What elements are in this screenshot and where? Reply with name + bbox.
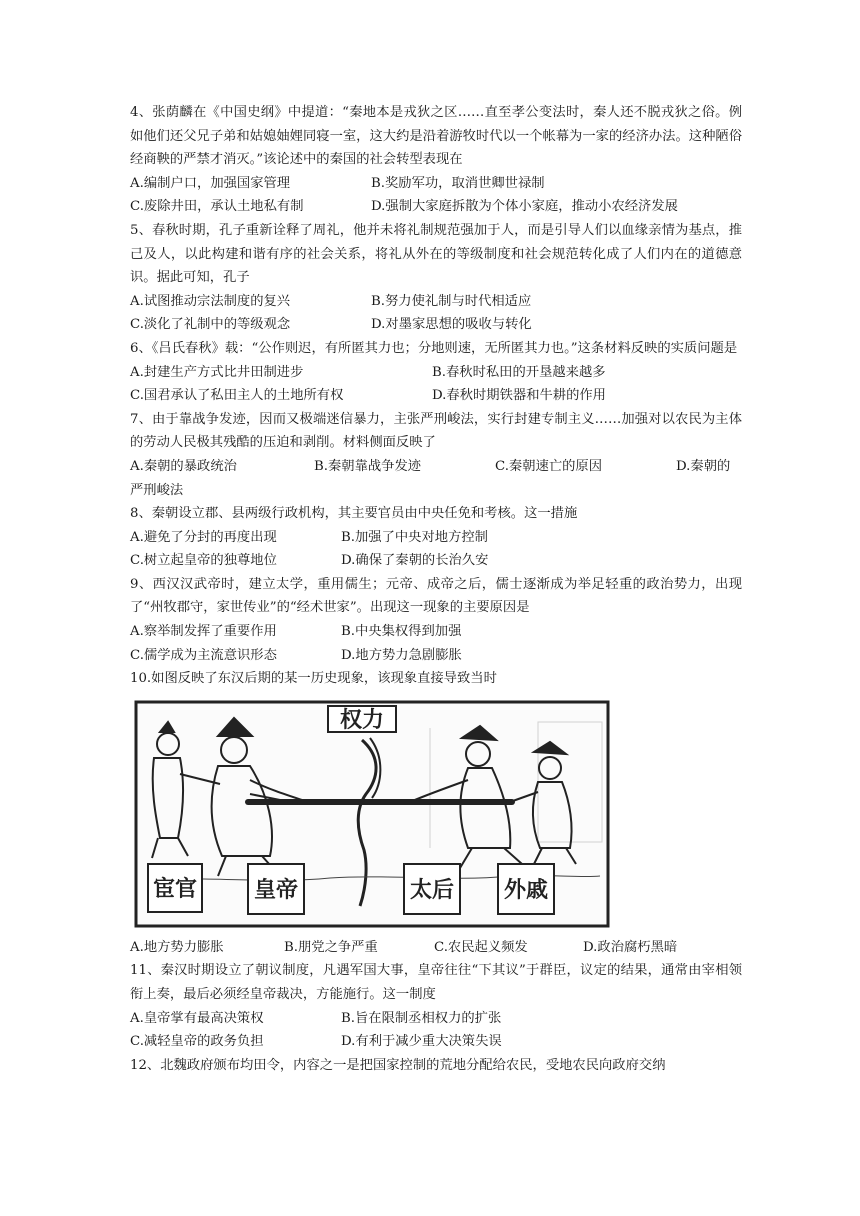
banner-text: 权力 [339,706,385,733]
question-12 [130,1054,742,1078]
option-a[interactable]: A.地方势力膨胀 [130,939,224,955]
question-10 [130,667,742,959]
question-5 [130,219,742,337]
option-row [130,644,742,668]
cartoon-figure [130,698,620,930]
option-c[interactable]: C.国君承认了私田主人的土地所有权 [130,388,344,404]
power-struggle-cartoon [130,698,620,930]
question-stem: 8、秦朝设立郡、县两级行政机构，其主要官员由中央任免和考核。这一措施 [130,506,578,522]
option-a[interactable]: A.封建生产方式比井田制进步 [130,364,304,380]
question-stem: 4、张荫麟在《中国史纲》中提道：“秦地本是戎狄之区……直至孝公变法时，秦人还不脱戎狄之俗。例如他们还父兄子弟和姑媳妯娌同寝一室，这大约是沿着游牧时代以一个帐幕为一家的经济办法。这种陋俗经商鞅的严禁才消灭。”该论述中的秦国的社会转型表现在 [130,105,742,168]
option-d[interactable]: D.强制大家庭拆散为个体小家庭，推动小农经济发展 [371,199,678,215]
option-row [130,1030,742,1054]
option-b[interactable]: B.春秋时私田的开垦越来越多 [432,364,606,380]
option-row [130,384,742,408]
question-sheet [130,101,742,1077]
option-row [130,620,742,644]
question-4 [130,101,742,219]
question-stem: 9、西汉汉武帝时，建立太学，重用儒生；元帝、成帝之后，儒士逐渐成为举足轻重的政治势力，出现了“州牧郡守，家世传业”的“经术世家”。出现这一现象的主要原因是 [130,576,742,616]
option-a[interactable]: A.秦朝的暴政统治 [130,458,237,474]
option-b[interactable]: B.中央集权得到加强 [341,624,462,640]
option-a[interactable]: A.皇帝掌有最高决策权 [130,1010,264,1026]
option-a[interactable]: A.察举制发挥了重要作用 [130,624,277,640]
question-8 [130,502,742,573]
option-d[interactable]: D.确保了秦朝的长治久安 [341,553,489,569]
option-b[interactable]: B.朋党之争严重 [284,939,378,955]
option-a[interactable]: A.试图推动宗法制度的复兴 [130,293,291,309]
question-stem: 7、由于靠战争发迹，因而又极端迷信暴力，主张严刑峻法，实行封建专制主义……加强对以农民为主体的劳动人民极其残酷的压迫和剥削。材料侧面反映了 [130,411,742,451]
option-d[interactable]: D.政治腐朽黑暗 [583,939,678,955]
option-d[interactable]: D.秦朝的严刑峻法 [130,458,731,498]
option-b[interactable]: B.加强了中央对地方控制 [341,529,488,545]
question-7 [130,408,742,502]
question-9 [130,573,742,667]
option-row [130,361,742,385]
label-consort-clan: 外戚 [503,876,549,903]
option-row [130,313,742,337]
option-c[interactable]: C.废除井田，承认土地私有制 [130,199,304,215]
option-c[interactable]: C.秦朝速亡的原因 [495,458,603,474]
option-row [130,526,742,550]
option-d[interactable]: D.有利于减少重大决策失误 [341,1034,502,1050]
option-row [130,290,742,314]
question-stem: 10.如图反映了东汉后期的某一历史现象，该现象直接导致当时 [130,671,497,687]
option-d[interactable]: D.地方势力急剧膨胀 [341,647,462,663]
question-stem: 12、北魏政府颁布均田令，内容之一是把国家控制的荒地分配给农民，受地农民向政府交纳 [130,1057,666,1073]
question-stem: 5、春秋时期，孔子重新诠释了周礼，他并未将礼制规范强加于人，而是引导人们以血缘亲情为基点，推己及人，以此构建和谐有序的社会关系，将礼从外在的等级制度和社会规范转化成了人们内在的道德意识。据此可知，孔子 [130,222,742,286]
option-d[interactable]: D.春秋时期铁器和牛耕的作用 [432,388,606,404]
option-row [130,455,742,502]
option-c[interactable]: C.农民起义频发 [434,939,528,955]
label-eunuch: 宦官 [152,875,198,902]
label-empress-dowager: 太后 [409,876,455,903]
question-11 [130,959,742,1053]
option-c[interactable]: C.树立起皇帝的独尊地位 [130,553,277,569]
option-row [130,172,742,196]
option-b[interactable]: B.奖励军功，取消世卿世禄制 [371,175,545,191]
option-a[interactable]: A.编制户口，加强国家管理 [130,175,291,191]
option-c[interactable]: C.减轻皇帝的政务负担 [130,1034,264,1050]
option-b[interactable]: B.旨在限制丞相权力的扩张 [341,1010,502,1026]
option-row [130,195,742,219]
label-emperor: 皇帝 [253,876,299,903]
option-a[interactable]: A.避免了分封的再度出现 [130,529,277,545]
option-d[interactable]: D.对墨家思想的吸收与转化 [371,317,532,333]
option-b[interactable]: B.秦朝靠战争发迹 [314,458,422,474]
question-stem: 6、《吕氏春秋》载：“公作则迟，有所匿其力也；分地则速，无所匿其力也。”这条材料反映的实质问题是 [130,340,738,356]
option-c[interactable]: C.淡化了礼制中的等级观念 [130,317,291,333]
option-row [130,1007,742,1031]
option-b[interactable]: B.努力使礼制与时代相适应 [371,293,532,309]
option-c[interactable]: C.儒学成为主流意识形态 [130,647,277,663]
option-row [130,936,742,960]
question-6 [130,337,742,408]
option-row [130,549,742,573]
question-stem: 11、秦汉时期设立了朝议制度，凡遇军国大事，皇帝往往“下其议”于群臣，议定的结果，通常由宰相领衔上奏，最后必须经皇帝裁决，方能施行。这一制度 [130,963,742,1003]
